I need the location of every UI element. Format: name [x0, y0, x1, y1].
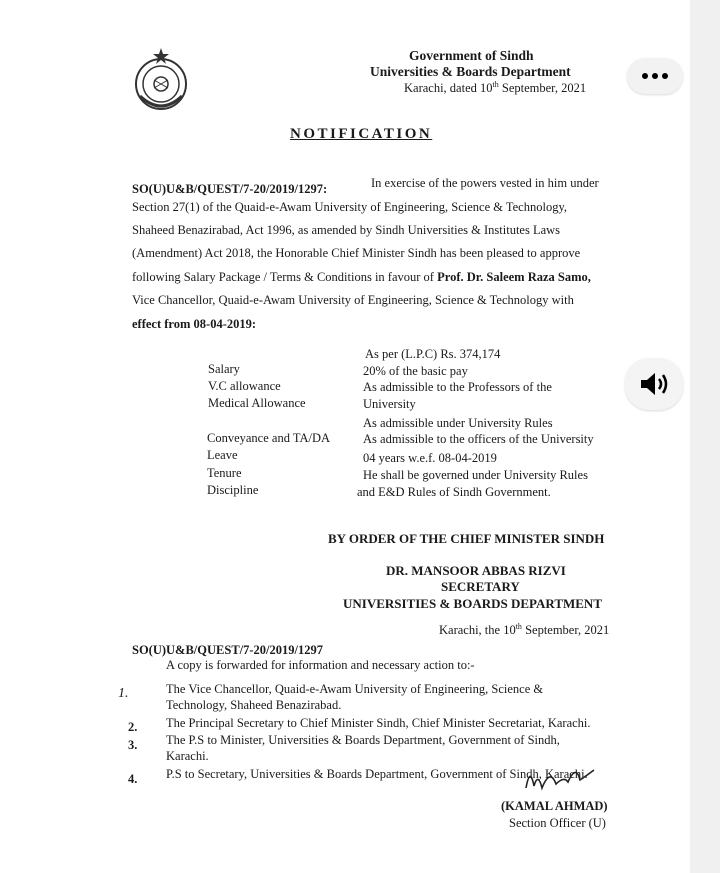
term-label-salary: Salary	[208, 362, 240, 376]
term-label-tenure: Tenure	[207, 466, 242, 480]
paragraph-line: following Salary Package / Terms & Conditions in favour of Prof. Dr. Saleem Raza Samo,	[132, 270, 591, 284]
speaker-icon	[637, 371, 671, 397]
term-label-discipline: Discipline	[207, 483, 259, 497]
paragraph-line: Section 27(1) of the Quaid-e-Awam University of Engineering, Science & Technology,	[132, 200, 568, 214]
paragraph-line: (Amendment) Act 2018, the Honorable Chief Minister Sindh has been pleased to approve	[132, 246, 581, 260]
copy-intro: A copy is forwarded for information and necessary action to:-	[166, 658, 475, 672]
copy-item-number: 1.	[118, 686, 129, 701]
copy-reference: SO(U)U&B/QUEST/7-20/2019/1297	[132, 643, 323, 657]
more-horizontal-icon	[652, 73, 658, 79]
term-value-discipline: He shall be governed under University Rules	[363, 468, 588, 482]
by-order-line: BY ORDER OF THE CHIEF MINISTER SINDH	[328, 531, 605, 546]
copy-item: Karachi.	[166, 749, 209, 763]
copy-item: The P.S to Minister, Universities & Boards Department, Government of Sindh,	[166, 733, 560, 747]
copy-item-number: 3.	[128, 738, 138, 752]
copy-item: P.S to Secretary, Universities & Boards Department, Government of Sindh, Karachi.	[166, 767, 588, 781]
term-value-vc-allowance: 20% of the basic pay	[363, 364, 468, 378]
copy-item: The Principal Secretary to Chief Minister Sindh, Chief Minister Secretariat, Karachi.	[166, 716, 591, 730]
notification-title: NOTIFICATION	[290, 126, 433, 142]
reference-number: SO(U)U&B/QUEST/7-20/2019/1297:	[132, 182, 328, 196]
copy-item-number: 4.	[128, 772, 138, 786]
term-value-medical: University	[363, 397, 416, 411]
term-value-conveyance: As admissible under University Rules	[363, 416, 553, 430]
paragraph-line: effect from 08-04-2019:	[132, 317, 257, 331]
signatory-post: SECRETARY	[441, 579, 520, 594]
term-value-salary: As per (L.P.C) Rs. 374,174	[365, 347, 501, 361]
header-government: Government of Sindh	[409, 48, 534, 63]
term-value-medical: As admissible to the Professors of the	[363, 380, 552, 394]
more-horizontal-icon	[642, 73, 648, 79]
term-value-tenure: 04 years w.e.f. 08-04-2019	[363, 451, 497, 465]
header-department: Universities & Boards Department	[370, 64, 571, 79]
term-label-conveyance: Conveyance and TA/DA	[207, 431, 331, 445]
copy-date: Karachi, the 10th September, 2021	[439, 622, 610, 638]
paragraph-line: In exercise of the powers vested in him under	[371, 176, 599, 190]
speaker-button[interactable]	[625, 358, 683, 410]
term-label-medical: Medical Allowance	[208, 396, 306, 410]
term-value-leave: As admissible to the officers of the University	[363, 432, 594, 446]
officer-name: (KAMAL AHMAD)	[501, 799, 608, 813]
header-date: Karachi, dated 10th September, 2021	[404, 80, 587, 96]
copy-item: Technology, Shaheed Benazirabad.	[166, 698, 342, 712]
term-label-leave: Leave	[207, 448, 238, 462]
more-horizontal-icon	[662, 73, 668, 79]
paragraph-line: Vice Chancellor, Quaid-e-Awam University of Engineering, Science & Technology with	[132, 293, 574, 307]
more-options-button[interactable]	[627, 58, 683, 94]
signatory-name: DR. MANSOOR ABBAS RIZVI	[386, 563, 566, 578]
officer-post: Section Officer (U)	[509, 816, 606, 830]
viewer-margin	[690, 0, 720, 873]
signatory-department: UNIVERSITIES & BOARDS DEPARTMENT	[343, 596, 602, 611]
sindh-government-seal	[126, 46, 196, 116]
paragraph-line: Shaheed Benazirabad, Act 1996, as amended by Sindh Universities & Institutes Laws	[132, 223, 561, 237]
term-label-vc-allowance: V.C allowance	[208, 379, 281, 393]
copy-item-number: 2.	[128, 720, 138, 734]
term-value-discipline: and E&D Rules of Sindh Government.	[357, 485, 551, 499]
copy-item: The Vice Chancellor, Quaid-e-Awam University of Engineering, Science &	[166, 682, 544, 696]
handwritten-signature	[520, 758, 600, 798]
